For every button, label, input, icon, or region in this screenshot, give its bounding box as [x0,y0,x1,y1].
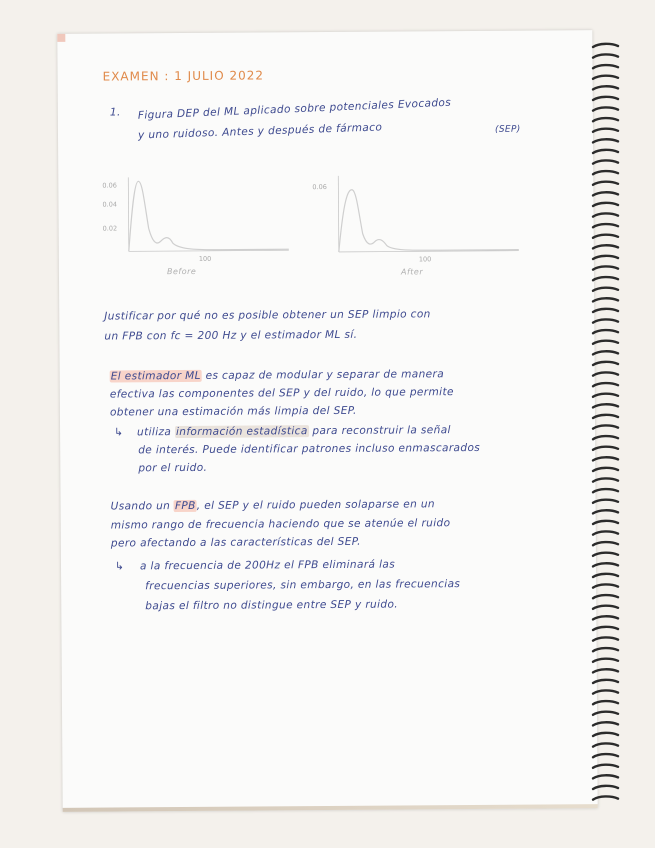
plot-after-caption: After [400,267,424,277]
plot-before-caption: Before [166,266,197,277]
spiral-coil [593,648,618,651]
answer1-highlight: El estimador ML [110,369,201,383]
plot-after-tick-1: 0.06 [312,182,327,192]
spiral-coil [593,637,618,640]
spiral-coil [593,680,618,683]
answer2-bullet-3: bajas el filtro no distingue entre SEP y ruido. [145,598,399,613]
answer1-line-2: efectiva las componentes del SEP y del ruido, lo que permite [109,386,454,401]
answer1-line-3: obtener una estimación más limpia del SEP. [109,404,357,419]
spiral-coil [593,542,618,545]
spiral-coil [593,669,618,672]
answer1-bullet-highlight: información estadística [175,425,308,439]
spiral-coil [593,54,618,57]
answer1-bullet-1-pre: utiliza [136,426,175,439]
plot-before [98,172,299,267]
spiral-coil [593,722,618,725]
answer1-line-1 [110,367,444,385]
spiral-coil [593,563,618,566]
plot-after [308,171,524,266]
spiral-coil [593,288,618,291]
spiral-coil [593,351,618,354]
spiral-coil [593,97,618,100]
spiral-coil [593,129,618,132]
question-line-2: y uno ruidoso. Antes y después de fármaco [137,121,383,142]
answer1-bullet-1 [114,423,451,441]
spiral-coil [593,765,618,768]
spiral-coil [593,65,618,68]
spiral-coil [593,160,618,163]
spiral-coil [593,436,618,439]
plot-after-svg [308,171,524,262]
spiral-coil [593,616,618,619]
spiral-coil [593,277,618,280]
spiral-rings [591,40,621,810]
plot-after-curve [338,189,518,252]
spiral-coil [593,245,618,248]
spiral-coil [593,362,618,365]
answer2-line-1-rest: , el SEP y el ruido pueden solaparse en un [196,498,436,512]
spiral-coil [593,489,618,492]
spiral-coil [593,76,618,79]
spiral-coil [593,595,618,598]
spiral-coil [593,606,618,609]
spiral-coil [593,235,618,238]
spiral-coil [593,118,618,121]
plot-before-tick-3: 0.02 [102,224,118,233]
spiral-coil [593,584,618,587]
answer1-line-1-rest: es capaz de modular y separar de manera [201,368,445,382]
answer2-bullet-2: frecuencias superiores, sin embargo, en las frecuencias [145,578,461,593]
prompt-line-1: Justificar por qué no es posible obtener un SEP limpio con [104,308,431,323]
answer2-line-1 [111,497,435,515]
spiral-coil [593,447,618,450]
answer1-bullet-2: de interés. Puede identificar patrones incluso enmascarados [138,441,481,457]
spiral-coil [593,468,618,471]
question-line-1: Figura DEP del ML aplicado sobre potenciales Evocados [137,96,452,122]
spiral-coil [593,319,618,322]
spiral-coil [593,425,618,428]
spiral-coil [593,415,618,418]
answer2-pre: Usando un [110,500,174,513]
answer2-line-2: mismo rango de frecuencia haciendo que se atenúe el ruido [110,517,451,532]
arrow-icon: ↳ [114,560,125,573]
plot-before-tick-1: 0.06 [102,181,117,190]
spiral-coil [593,107,618,110]
spiral-coil [593,341,618,344]
answer2-bullet-1-text: a la frecuencia de 200Hz el FPB eliminará las [139,558,396,573]
spiral-coil [593,203,618,206]
spiral-coil [593,256,618,259]
plot-before-yaxis [128,177,129,251]
spiral-coil [593,44,618,47]
spiral-coil [593,690,618,693]
spiral-coil [593,309,618,312]
spiral-coil [593,478,618,481]
spiral-coil [593,182,618,185]
spiral-coil [593,627,618,630]
spiral-coil [593,266,618,269]
spiral-coil [593,531,618,534]
spiral-coil [593,553,618,556]
exam-heading: EXAMEN : 1 JULIO 2022 [102,68,265,84]
spiral-coil [593,224,618,227]
spiral-coil [593,775,618,778]
answer1-bullet-1-post: para reconstruir la señal [308,424,451,438]
plot-before-xtick: 100 [198,254,212,263]
spiral-coil [593,574,618,577]
spiral-coil [593,86,618,89]
answer2-highlight: FPB [174,499,196,513]
spiral-coil [593,404,618,407]
spiral-coil [593,796,618,799]
spiral-coil [593,457,618,460]
spiral-coil [593,712,618,715]
plot-after-xtick: 100 [418,255,432,264]
spiral-coil [593,786,618,789]
plot-after-yaxis [338,176,339,252]
spiral-coil [593,510,618,513]
arrow-icon: ↳ [114,426,124,439]
spiral-coil [593,213,618,216]
spiral-coil [593,330,618,333]
notebook-page [57,30,597,812]
spiral-coil [593,150,618,153]
answer2-bullet-1 [115,558,395,575]
spiral-coil [593,743,618,746]
spiral-coil [593,733,618,736]
spiral-coil [593,383,618,386]
spiral-coil [593,192,618,195]
spiral-coil [593,500,618,503]
spiral-coil [593,659,618,662]
question-tag: (SEP) [494,124,521,135]
spiral-coil [593,394,618,397]
spiral-coil [593,171,618,174]
notebook-spiral [591,40,621,810]
plot-before-svg [98,172,299,263]
plot-before-xaxis [129,250,289,251]
spiral-coil [593,521,618,524]
answer1-bullet-3: por el ruido. [138,461,208,475]
spiral-coil [593,298,618,301]
question-number: 1. [109,106,121,119]
spiral-coil [593,139,618,142]
prompt-line-2: un FPB con fc = 200 Hz y el estimador ML sí. [104,328,358,343]
plot-before-curve [128,180,288,251]
spiral-coil [593,754,618,757]
spiral-coil [593,701,618,704]
spiral-coil [593,372,618,375]
plot-before-tick-2: 0.04 [102,200,117,209]
answer2-line-3: pero afectando a las características del SEP. [110,535,361,550]
